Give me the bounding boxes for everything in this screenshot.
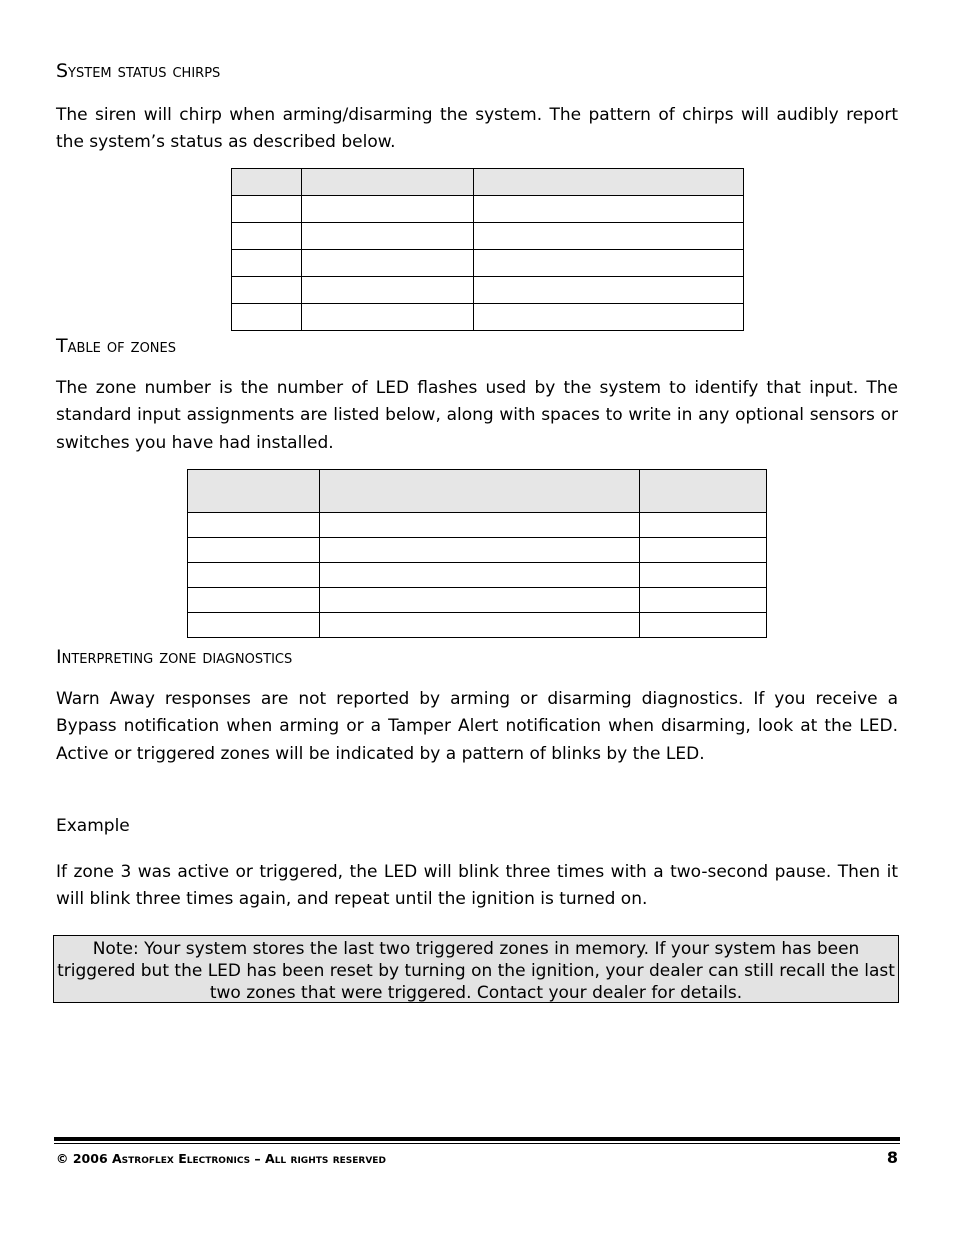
- section-heading-table-of-zones: Table of zones: [56, 335, 176, 357]
- footer-rule: [54, 1137, 900, 1141]
- chirps-table: [231, 168, 744, 331]
- section-heading-system-status-chirps: System status chirps: [56, 60, 221, 82]
- table-row: [188, 513, 767, 538]
- zones-paragraph: The zone number is the number of LED flashes used by the system to identify that input. The standard input assignments are listed below, along with spaces to write in any optional sensors or switches you have had installed.: [56, 378, 898, 453]
- table-row: [232, 196, 744, 223]
- zones-table: [187, 469, 767, 638]
- table-row: [232, 250, 744, 277]
- table-header-row: [188, 470, 767, 513]
- section-heading-interpreting-zone-diagnostics: Interpreting zone diagnostics: [56, 646, 293, 668]
- footer-copyright: © 2006 Astroflex Electronics – All rights reserved: [56, 1151, 386, 1166]
- example-paragraph: If zone 3 was active or triggered, the LED will blink three times with a two-second pause. Then it will blink three times again, and repeat until the ignition is turned on.: [56, 862, 898, 910]
- table-row: [188, 538, 767, 563]
- table-row: [188, 588, 767, 613]
- table-row: [232, 304, 744, 331]
- table-row: [188, 563, 767, 588]
- table-row: [188, 613, 767, 638]
- page-number: 8: [886, 1148, 898, 1167]
- table-header-row: [232, 169, 744, 196]
- note-label: Note: [92, 939, 133, 959]
- table-row: [232, 223, 744, 250]
- diagnostics-paragraph: Warn Away responses are not reported by arming or disarming diagnostics. If you receive a Bypass notification when arming or a Tamper Alert notification when disarming, look at the LED. Active or triggered zones will be indicated by a pattern of blinks by the LED.: [56, 689, 898, 764]
- footer-rule-thin: [54, 1143, 900, 1144]
- example-label: Example: [56, 816, 130, 836]
- note-box: [53, 935, 899, 1003]
- note-text: : Your system stores the last two triggered zones in memory. If your system has been triggered but the LED has been reset by turning on the ignition, your dealer can still recall the last two zones that were triggered. Contact your dealer for details.: [57, 939, 895, 1003]
- table-row: [232, 277, 744, 304]
- chirps-paragraph: The siren will chirp when arming/disarming the system. The pattern of chirps will audibly report the system’s status as described below.: [56, 105, 898, 153]
